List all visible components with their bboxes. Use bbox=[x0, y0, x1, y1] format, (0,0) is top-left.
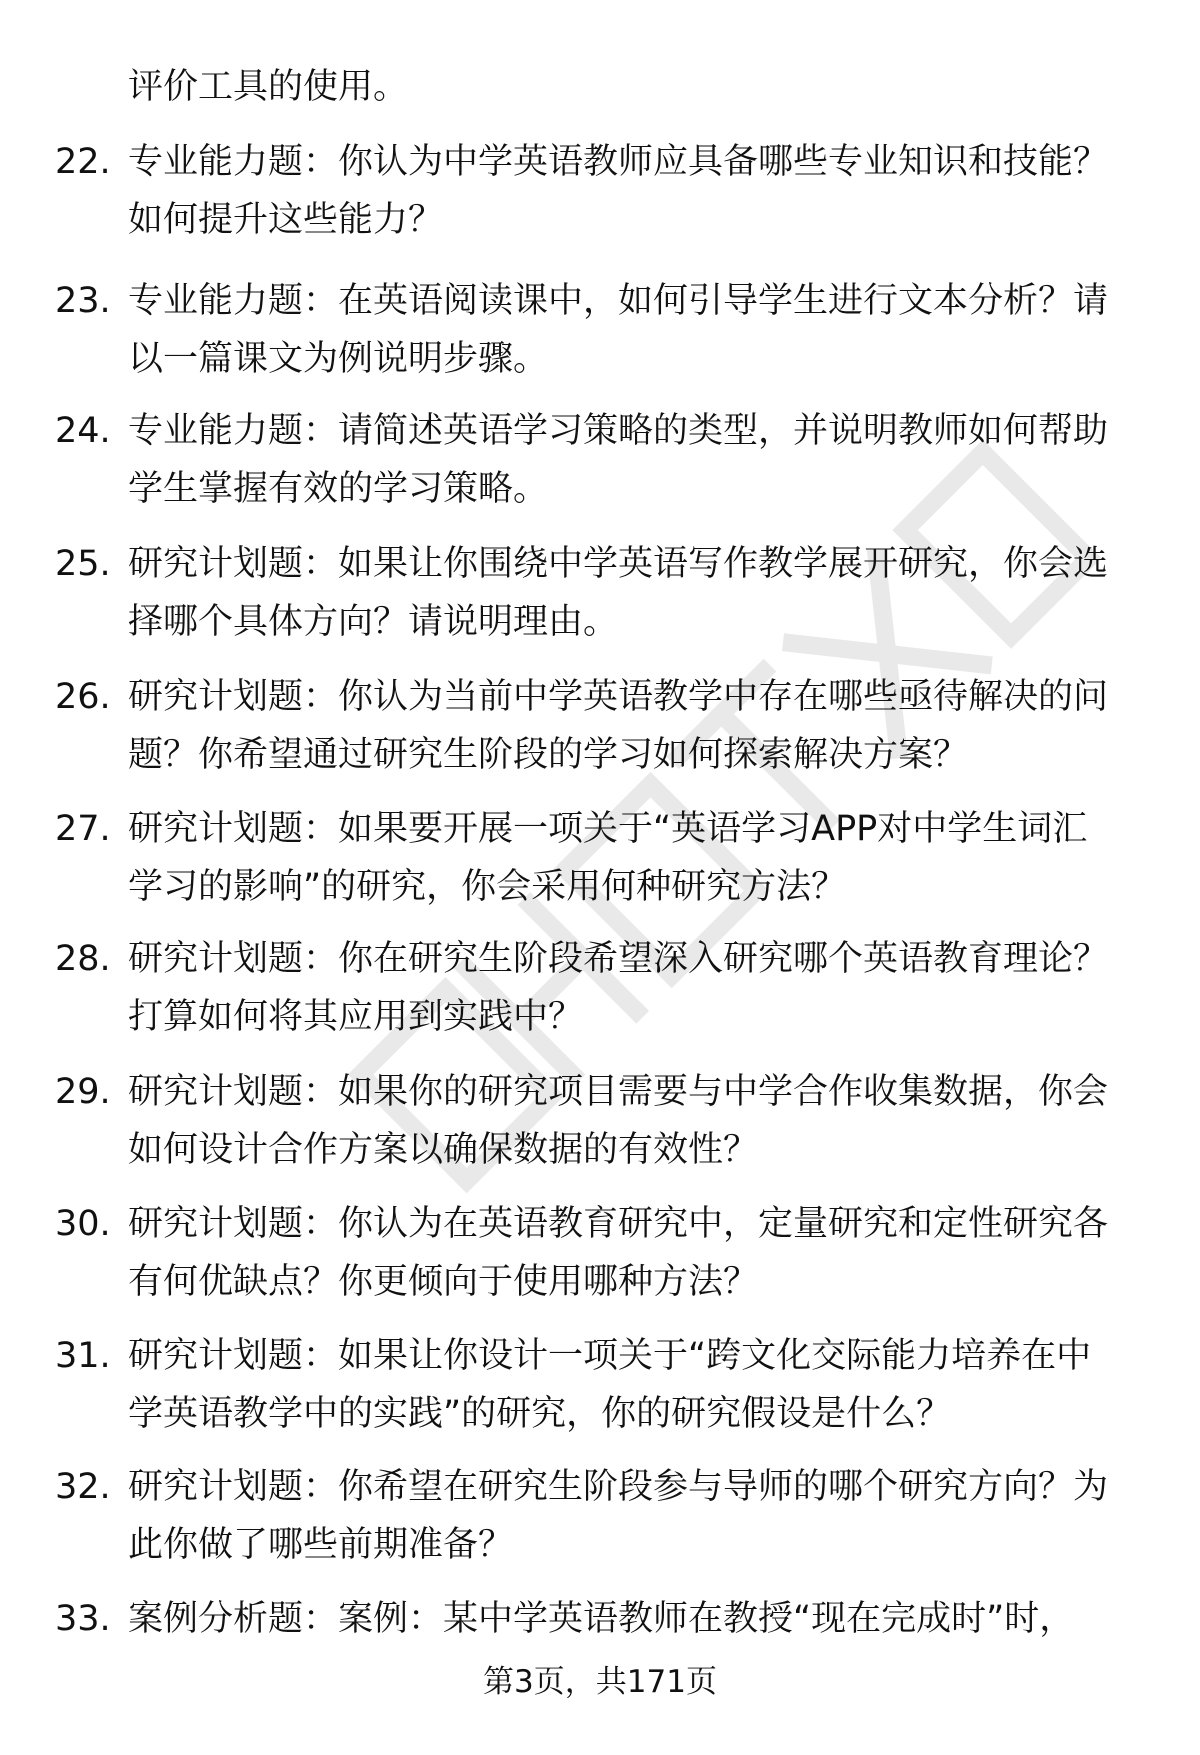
item-text-line-2: 学生掌握有效的学习策略。 bbox=[128, 469, 549, 509]
item-number: 31. bbox=[55, 1336, 111, 1376]
item-text-line-1: 研究计划题：你认为当前中学英语教学中存在哪些亟待解决的问 bbox=[128, 677, 1109, 717]
item-number: 28. bbox=[55, 939, 111, 979]
item-text-line-1: 研究计划题：如果让你围绕中学英语写作教学展开研究，你会选 bbox=[128, 544, 1109, 584]
item-text-line-1: 专业能力题：在英语阅读课中，如何引导学生进行文本分析？请 bbox=[128, 281, 1109, 321]
item-number: 29. bbox=[55, 1072, 111, 1112]
item-text-line-1: 研究计划题：你希望在研究生阶段参与导师的哪个研究方向？为 bbox=[128, 1467, 1109, 1507]
item-number: 23. bbox=[55, 281, 111, 321]
item-text-line-2: 如何提升这些能力？ bbox=[128, 200, 444, 240]
item-number: 26. bbox=[55, 677, 111, 717]
item-number: 22. bbox=[55, 142, 111, 182]
item-text-line-2: 学英语教学中的实践”的研究，你的研究假设是什么？ bbox=[128, 1394, 952, 1434]
page-footer: 第3页，共171页 bbox=[483, 1664, 717, 1700]
item-text-line-1: 研究计划题：如果让你设计一项关于“跨文化交际能力培养在中 bbox=[128, 1336, 1092, 1376]
item-text-line-2: 择哪个具体方向？请说明理由。 bbox=[128, 602, 619, 642]
continuation-text: 评价工具的使用。 bbox=[128, 67, 409, 107]
item-text-line-1: 案例分析题：案例：某中学英语教师在教授“现在完成时”时， bbox=[128, 1599, 1075, 1639]
item-text-line-1: 专业能力题：请简述英语学习策略的类型，并说明教师如何帮助 bbox=[128, 411, 1109, 451]
item-text-line-1: 专业能力题：你认为中学英语教师应具备哪些专业知识和技能？ bbox=[128, 142, 1109, 182]
item-number: 30. bbox=[55, 1204, 111, 1244]
item-number: 24. bbox=[55, 411, 111, 451]
item-text-line-2: 此你做了哪些前期准备？ bbox=[128, 1525, 514, 1565]
item-text-line-2: 有何优缺点？你更倾向于使用哪种方法？ bbox=[128, 1262, 759, 1302]
item-text-line-1: 研究计划题：你在研究生阶段希望深入研究哪个英语教育理论？ bbox=[128, 939, 1109, 979]
item-text-line-2: 学习的影响”的研究，你会采用何种研究方法？ bbox=[128, 867, 847, 907]
item-text-line-2: 打算如何将其应用到实践中？ bbox=[128, 997, 584, 1037]
item-text-line-2: 如何设计合作方案以确保数据的有效性？ bbox=[128, 1130, 759, 1170]
item-text-line-1: 研究计划题：如果你的研究项目需要与中学合作收集数据，你会 bbox=[128, 1072, 1109, 1112]
item-number: 25. bbox=[55, 544, 111, 584]
item-number: 33. bbox=[55, 1599, 111, 1639]
item-text-line-2: 题？你希望通过研究生阶段的学习如何探索解决方案？ bbox=[128, 735, 969, 775]
item-text-line-1: 研究计划题：如果要开展一项关于“英语学习APP对中学生词汇 bbox=[128, 809, 1088, 849]
item-number: 32. bbox=[55, 1467, 111, 1507]
item-number: 27. bbox=[55, 809, 111, 849]
item-text-line-2: 以一篇课文为例说明步骤。 bbox=[128, 339, 549, 379]
item-text-line-1: 研究计划题：你认为在英语教育研究中，定量研究和定性研究各 bbox=[128, 1204, 1109, 1244]
